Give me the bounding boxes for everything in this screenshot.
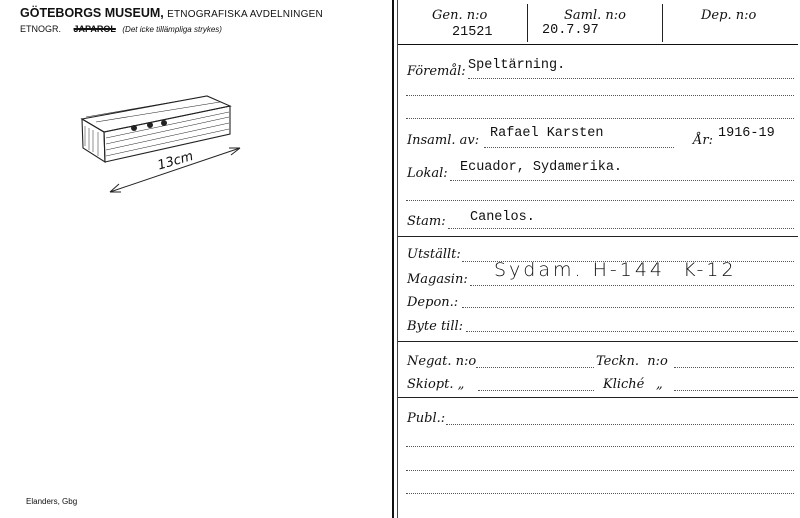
etnogr-label: ETNOGR. — [20, 24, 62, 34]
foremal-label: Föremål: — [407, 64, 466, 79]
gen-label: Gen. n:o — [432, 8, 488, 23]
foremal-line — [468, 78, 794, 79]
section-rule-3 — [398, 397, 798, 398]
header-bottom-rule — [398, 44, 798, 45]
etnogr-line — [20, 24, 222, 34]
insaml-value: Rafael Karsten — [490, 126, 604, 141]
department-name: ETNOGRAFISKA AVDELNINGEN — [167, 9, 323, 20]
section-rule-2 — [398, 341, 798, 342]
sketch-measure-label: 13cm — [156, 148, 196, 174]
publ-line-3 — [406, 470, 794, 471]
card-inner-border — [397, 0, 398, 518]
magasin-label: Magasin: — [407, 272, 468, 287]
card-left-border — [392, 0, 394, 518]
foremal-value: Speltärning. — [468, 58, 566, 73]
magasin-line — [470, 285, 794, 286]
lokal-line — [450, 180, 794, 181]
skiopt-label: Skiopt. „ — [407, 377, 465, 392]
game-die-sketch — [72, 86, 252, 196]
kliche-line — [674, 390, 794, 391]
negat-line — [476, 367, 594, 368]
lokal-value: Ecuador, Sydamerika. — [460, 160, 623, 175]
museum-header — [20, 6, 323, 20]
stam-label: Stam: — [407, 214, 446, 229]
dep-label: Dep. n:o — [701, 8, 757, 23]
publ-line — [446, 424, 794, 425]
saml-label: Saml. n:o — [564, 8, 626, 23]
publ-label: Publ.: — [407, 411, 446, 426]
foremal-line-3 — [406, 118, 794, 119]
kliche-mark: „ — [656, 377, 663, 392]
ar-value: 1916-19 — [718, 126, 775, 141]
lokal-label: Lokal: — [407, 166, 448, 181]
magasin-value: Sydam. H-144 K-12 — [494, 259, 737, 281]
depon-label: Depon.: — [407, 295, 459, 310]
header-divider-2 — [662, 4, 663, 42]
teckn-line — [674, 367, 794, 368]
strike-note: (Det icke tillämpliga strykes) — [122, 25, 222, 34]
publ-line-2 — [406, 446, 794, 447]
printer-mark: Elanders, Gbg — [26, 497, 78, 506]
lokal-line-2 — [406, 200, 794, 201]
saml-value: 20.7.97 — [542, 23, 599, 38]
gen-value: 21521 — [452, 25, 493, 40]
museum-name: GÖTEBORGS MUSEUM, — [20, 6, 164, 20]
stam-value: Canelos. — [470, 210, 535, 225]
depon-line — [462, 307, 794, 308]
foremal-line-2 — [406, 95, 794, 96]
teckn-label: Teckn. n:o — [596, 354, 668, 369]
publ-line-4 — [406, 493, 794, 494]
struck-text: JAPAROL — [73, 24, 116, 34]
section-rule-1 — [398, 236, 798, 237]
byte-line — [466, 331, 794, 332]
skiopt-line — [478, 390, 594, 391]
insaml-line — [484, 147, 674, 148]
kliche-label: Kliché — [603, 377, 645, 392]
utstallt-label: Utställt: — [407, 247, 461, 262]
byte-label: Byte till: — [407, 319, 464, 334]
ar-label: År: — [693, 133, 713, 148]
stam-line — [448, 228, 794, 229]
header-divider-1 — [527, 4, 528, 42]
insaml-label: Insaml. av: — [407, 133, 480, 148]
negat-label: Negat. n:o — [407, 354, 477, 369]
